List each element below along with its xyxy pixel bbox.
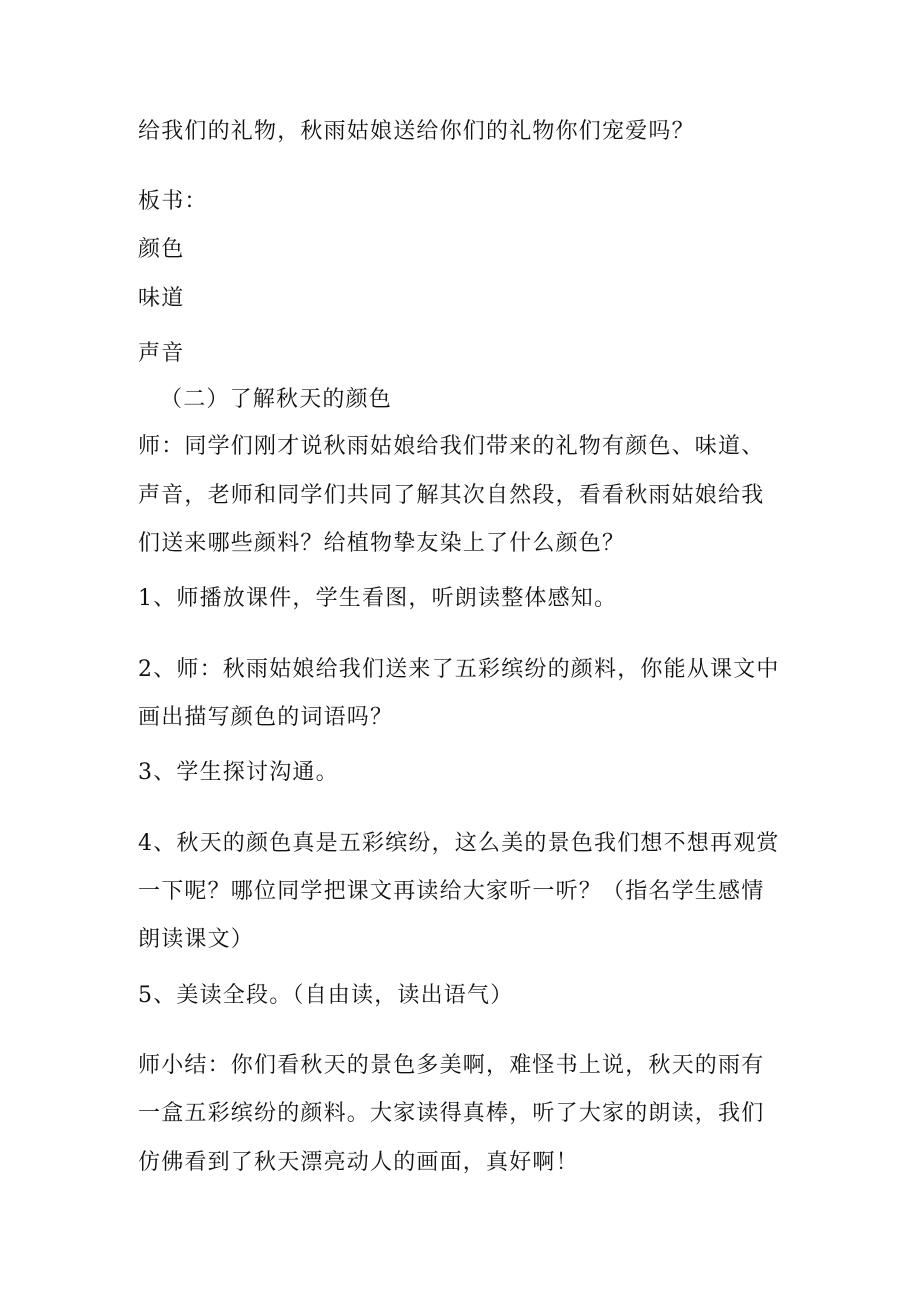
summary-line-1: 师小结：你们看秋天的景色多美啊，难怪书上说，秋天的雨有 [138,1053,765,1078]
step-4-line-2: 一下呢？哪位同学把课文再读给大家听一听？（指名学生感情 [138,879,765,904]
board-heading: 板书： [138,189,208,214]
step-3: 3、学生探讨沟通。 [138,760,339,785]
step-1: 1、师播放课件，学生看图，听朗读整体感知。 [138,586,618,611]
section-heading: （二）了解秋天的颜色 [160,387,393,412]
step-4-line-3: 朗读课文） [138,927,255,952]
step-2-line-2: 画出描写颜色的词语吗？ [138,705,394,730]
text-line-1: 给我们的礼物，秋雨姑娘送给你们的礼物你们宠爱吗？ [138,119,695,144]
text-line-7: 师：同学们刚才说秋雨姑娘给我们带来的礼物有颜色、味道、 [138,434,765,459]
text-line-9: 们送来哪些颜料？给植物挚友染上了什么颜色？ [138,531,626,556]
board-item-color: 颜色 [138,237,185,262]
step-2-line-1: 2、师：秋雨姑娘给我们送来了五彩缤纷的颜料，你能从课文中 [138,657,780,682]
step-5: 5、美读全段。（自由读，读出语气） [138,983,514,1008]
step-4-line-1: 4、秋天的颜色真是五彩缤纷，这么美的景色我们想不想再观赏 [138,831,780,856]
board-item-taste: 味道 [138,286,185,311]
board-item-sound: 声音 [138,341,185,366]
summary-line-2: 一盒五彩缤纷的颜料。大家读得真棒，听了大家的朗读，我们 [138,1101,765,1126]
text-line-8: 声音，老师和同学们共同了解其次自然段，看看秋雨姑娘给我 [138,483,765,508]
summary-line-3: 仿佛看到了秋天漂亮动人的画面，真好啊！ [138,1150,579,1175]
